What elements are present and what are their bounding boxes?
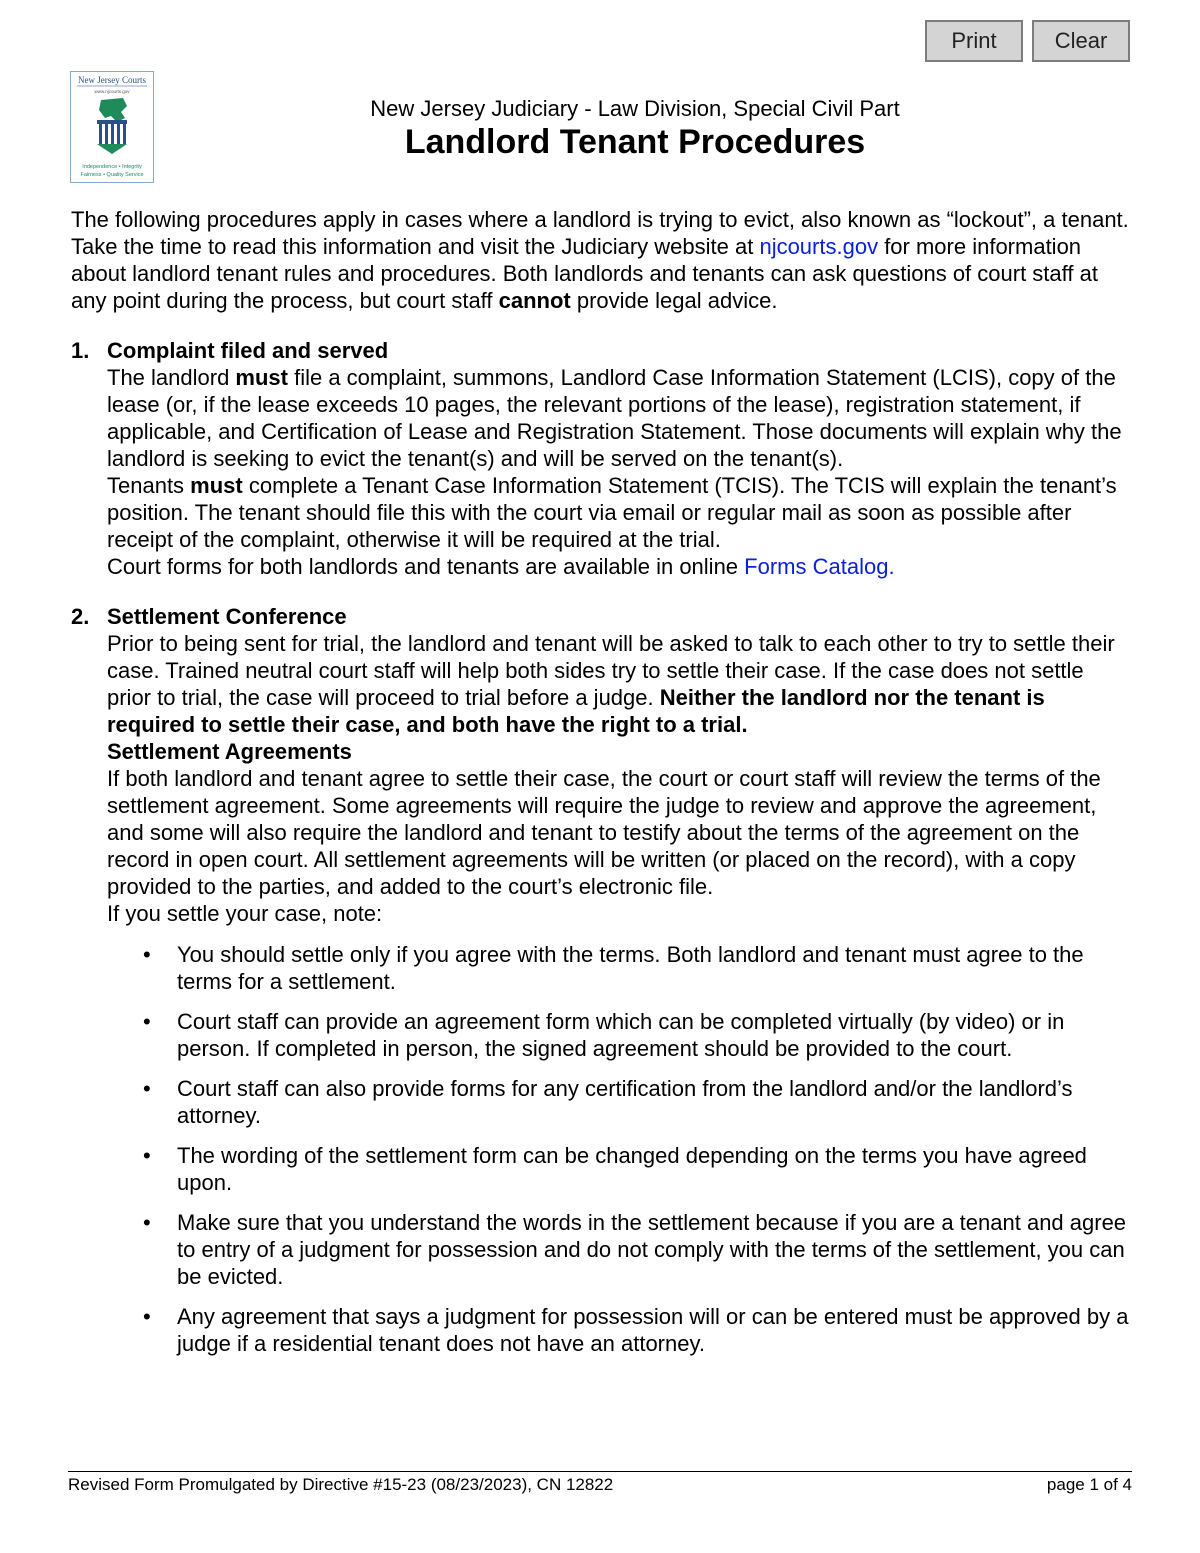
nj-map-icon [99, 98, 127, 122]
page-number: page 1 of 4 [1046, 1475, 1132, 1494]
footer-form-info: Revised Form Promulgated by Directive #15-23 (08/23/2023), CN 12822 [68, 1475, 614, 1494]
section-paragraph: Tenants must complete a Tenant Case Information Statement (TCIS). The TCIS will explain the tenant’s position. The tenant should file this with the court via email or regular mail as soon as possible after receipt of the complaint, otherwise it will be required at the trial. [107, 473, 1117, 552]
intro-paragraph: The following procedures apply in cases where a landlord is trying to evict, also known as “lockout”, a tenant. Take the time to read this information and visit the Judiciary website at njcourts.gov for more information about landlord tenant rules and procedures. Both landlords and tenants can ask questions of court staff at any point during the process, but court staff cannot provide legal advice. [71, 207, 1129, 313]
bullet-icon: • [143, 942, 151, 967]
section-paragraph: If both landlord and tenant agree to settle their case, the court or court staff will review the terms of the settlement agreement. Some agreements will require the judge to review and approve the agreement, and some will also require the landlord and tenant to testify about the terms of the agreement on the record in open court. All settlement agreements will be written (or placed on the record), with a copy provided to the parties, and added to the court’s electronic file. [107, 766, 1101, 899]
section-paragraph: The landlord must file a complaint, summons, Landlord Case Information Statement (LCIS), copy of the lease (or, if the lease exceeds 10 pages, the relevant portions of the lease), registration statement, if applicable, and Certification of Lease and Registration Statement. Those documents will explain why the landlord is seeking to evict the tenant(s) and will be served on the tenant(s). [107, 365, 1122, 471]
list-item: • Court staff can also provide forms for any certification from the landlord and/or the landlord’s attorney. [143, 1076, 1073, 1128]
section-heading: Settlement Conference [107, 604, 347, 629]
njcourts-link[interactable]: njcourts.gov [759, 234, 879, 259]
list-item: • Any agreement that says a judgment for possession will or can be entered must be approved by a judge if a residential tenant does not have an attorney. [143, 1304, 1129, 1356]
bullet-icon: • [143, 1210, 151, 1235]
bullet-icon: • [143, 1143, 151, 1168]
subsection-heading: Settlement Agreements [107, 739, 352, 764]
clear-button[interactable]: Clear [1032, 20, 1130, 62]
bullet-icon: • [143, 1076, 151, 1101]
section-paragraph: Court forms for both landlords and tenants are available in online Forms Catalog. [107, 554, 895, 579]
list-item: • Court staff can provide an agreement form which can be completed virtually (by video) or in person. If completed in person, the signed agreement should be provided to the court. [143, 1009, 1065, 1061]
logo-url: www.njcourts.gov [94, 89, 130, 94]
forms-catalog-link[interactable]: Forms Catalog [744, 554, 889, 579]
section-number: 1. [71, 338, 90, 363]
section-heading: Complaint filed and served [107, 338, 389, 363]
print-button[interactable]: Print [925, 20, 1023, 62]
document-body [71, 206, 1131, 1370]
logo-motto-1: Independence • Integrity [82, 164, 142, 170]
page-title: Landlord Tenant Procedures [404, 123, 866, 161]
section-settlement-conference [71, 603, 1131, 1357]
list-item: • Make sure that you understand the words in the settlement because if you are a tenant and agree to entry of a judgment for possession and do not comply with the terms of the settlement, you can be evicted. [143, 1210, 1127, 1289]
logo-title: New Jersey Courts [78, 75, 146, 85]
section-complaint [71, 337, 1131, 580]
page-footer [68, 1471, 1132, 1495]
nj-courts-logo [70, 71, 154, 183]
page-subtitle: New Jersey Judiciary - Law Division, Special Civil Part [370, 96, 900, 121]
section-paragraph: If you settle your case, note: [107, 901, 383, 926]
list-item: • The wording of the settlement form can be changed depending on the terms you have agreed upon. [143, 1143, 1087, 1195]
logo-motto-2: Fairness • Quality Service [80, 172, 144, 178]
bullet-icon: • [143, 1009, 151, 1034]
settlement-notes-list [107, 941, 1131, 1357]
section-number: 2. [71, 604, 90, 629]
section-paragraph: Prior to being sent for trial, the landlord and tenant will be asked to talk to each other to try to settle their case. Trained neutral court staff will help both sides try to settle their case. If the case does not settle prior to trial, the case will proceed to trial before a judge. Neither the landlord nor the tenant is required to settle their case, and both have the right to a trial. [107, 631, 1115, 737]
list-item: • You should settle only if you agree with the terms. Both landlord and tenant must agree to the terms for a settlement. [143, 942, 1084, 994]
bullet-icon: • [143, 1304, 151, 1329]
